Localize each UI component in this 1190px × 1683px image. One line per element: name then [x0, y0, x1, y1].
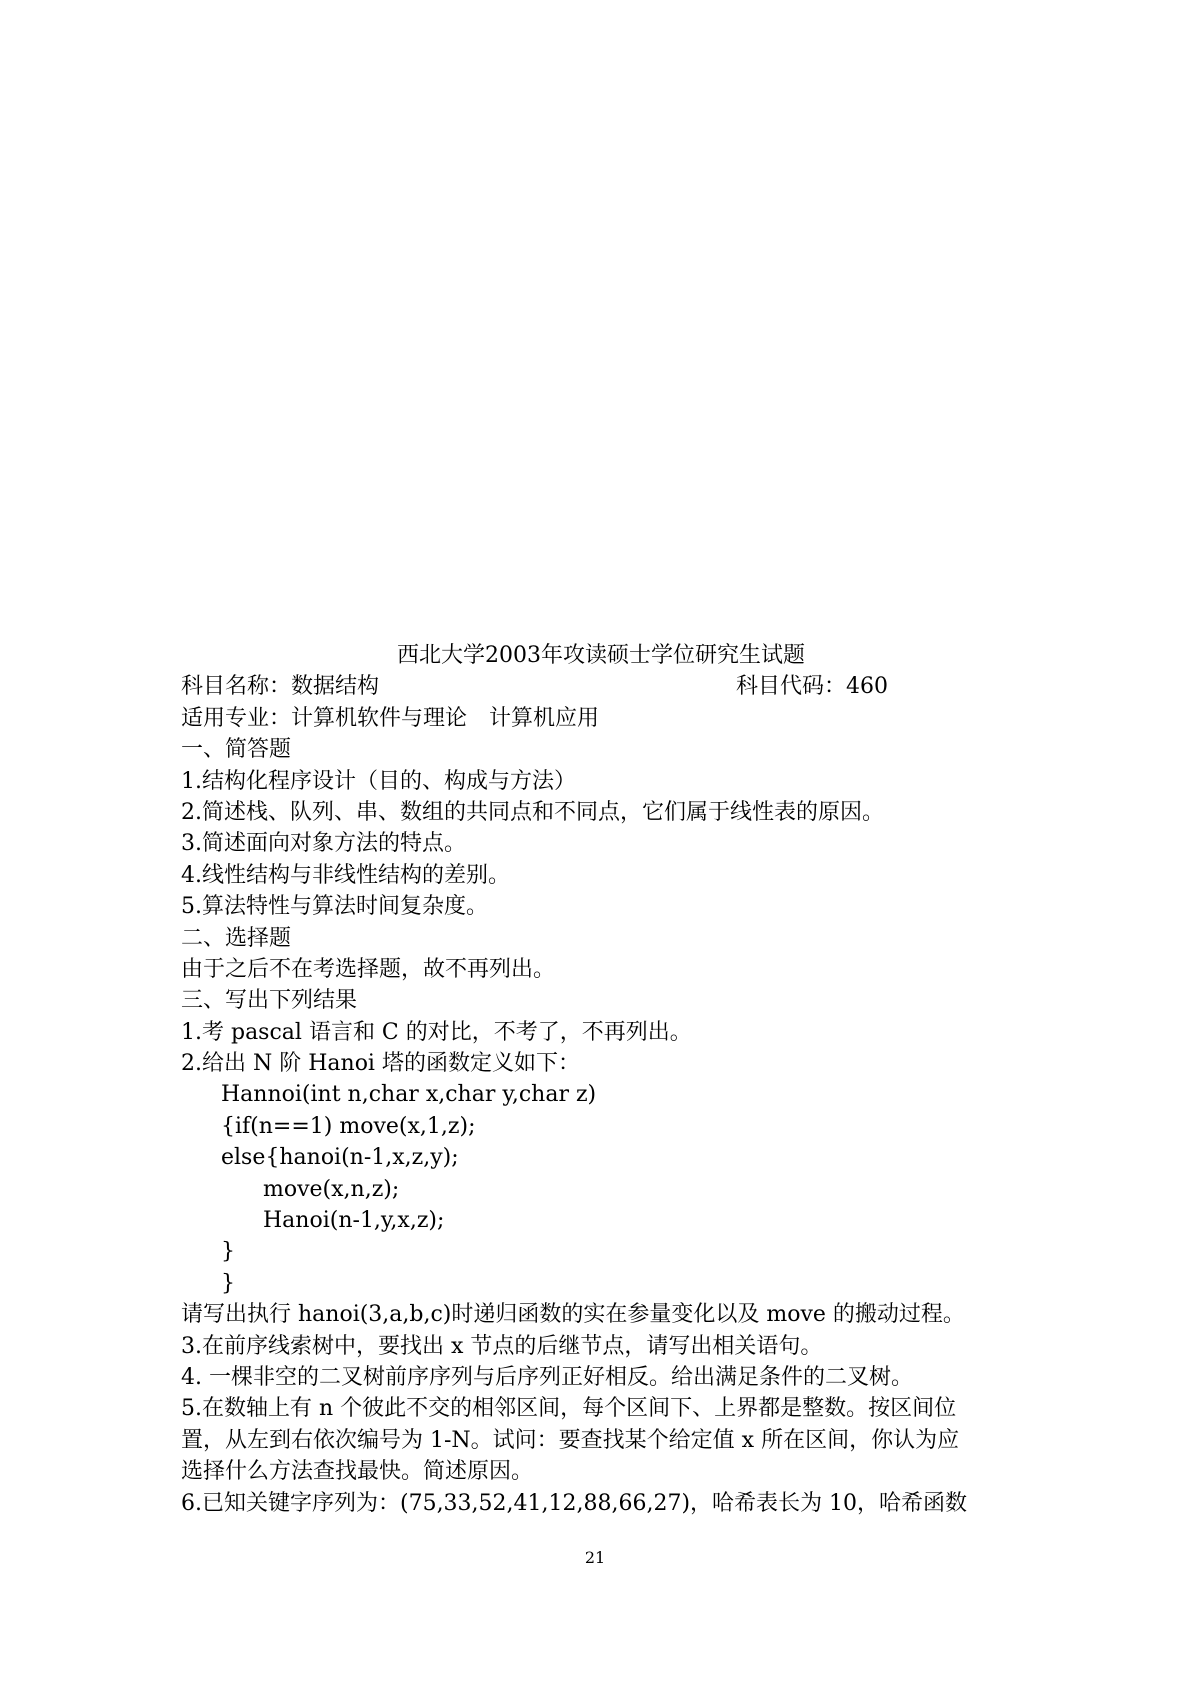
subject-row	[181, 671, 1021, 702]
code-line: }	[221, 1270, 235, 1296]
question-line: 选择什么方法查找最快。简述原因。	[181, 1459, 534, 1485]
section-note: 由于之后不在考选择题，故不再列出。	[181, 956, 556, 982]
question-line: 3.在前序线索树中，要找出 x 节点的后继节点，请写出相关语句。	[181, 1333, 823, 1359]
applicable-major: 适用专业：计算机软件与理论 计算机应用	[181, 705, 600, 731]
code-line: else{hanoi(n-1,x,z,y);	[221, 1145, 459, 1171]
question-line: 置，从左到右依次编号为 1-N。试问：要查找某个给定值 x 所在区间，你认为应	[181, 1427, 960, 1453]
question-line: 4.线性结构与非线性结构的差别。	[181, 862, 510, 888]
question-line: 1.考 pascal 语言和 C 的对比，不考了，不再列出。	[181, 1019, 692, 1045]
question-line: 2.给出 N 阶 Hanoi 塔的函数定义如下：	[181, 1051, 580, 1077]
question-line: 5.算法特性与算法时间复杂度。	[181, 894, 488, 920]
section-heading-results: 三、写出下列结果	[181, 988, 358, 1014]
question-line: 1.结构化程序设计（目的、构成与方法）	[181, 768, 576, 794]
section-heading-multiple-choice: 二、选择题	[181, 925, 292, 951]
question-line: 5.在数轴上有 n 个彼此不交的相邻区间，每个区间下、上界都是整数。按区间位	[181, 1396, 957, 1422]
question-line: 6.已知关键字序列为：(75,33,52,41,12,88,66,27)，哈希表长为 10，哈希函数	[181, 1490, 968, 1516]
question-line: 4. 一棵非空的二叉树前序序列与后序列正好相反。给出满足条件的二叉树。	[181, 1364, 913, 1390]
section-heading-short-answer: 一、简答题	[181, 737, 292, 763]
exam-content	[181, 640, 1021, 1519]
question-line: 2.简述栈、队列、串、数组的共同点和不同点，它们属于线性表的原因。	[181, 799, 884, 825]
code-line: {if(n==1) move(x,1,z);	[221, 1113, 476, 1139]
code-line: }	[221, 1239, 235, 1265]
exam-title: 西北大学2003年攻读硕士学位研究生试题	[397, 643, 805, 668]
question-line: 3.简述面向对象方法的特点。	[181, 831, 466, 857]
code-line: Hannoi(int n,char x,char y,char z)	[221, 1082, 597, 1108]
code-line: Hanoi(n-1,y,x,z);	[263, 1208, 445, 1234]
page-number: 21	[584, 1548, 606, 1567]
code-line: move(x,n,z);	[263, 1176, 400, 1202]
subject-name: 科目名称：数据结构	[181, 674, 380, 700]
subject-code: 科目代码：460	[736, 674, 888, 700]
question-line: 请写出执行 hanoi(3,a,b,c)时递归函数的实在参量变化以及 move 的搬动过程。	[181, 1302, 965, 1328]
